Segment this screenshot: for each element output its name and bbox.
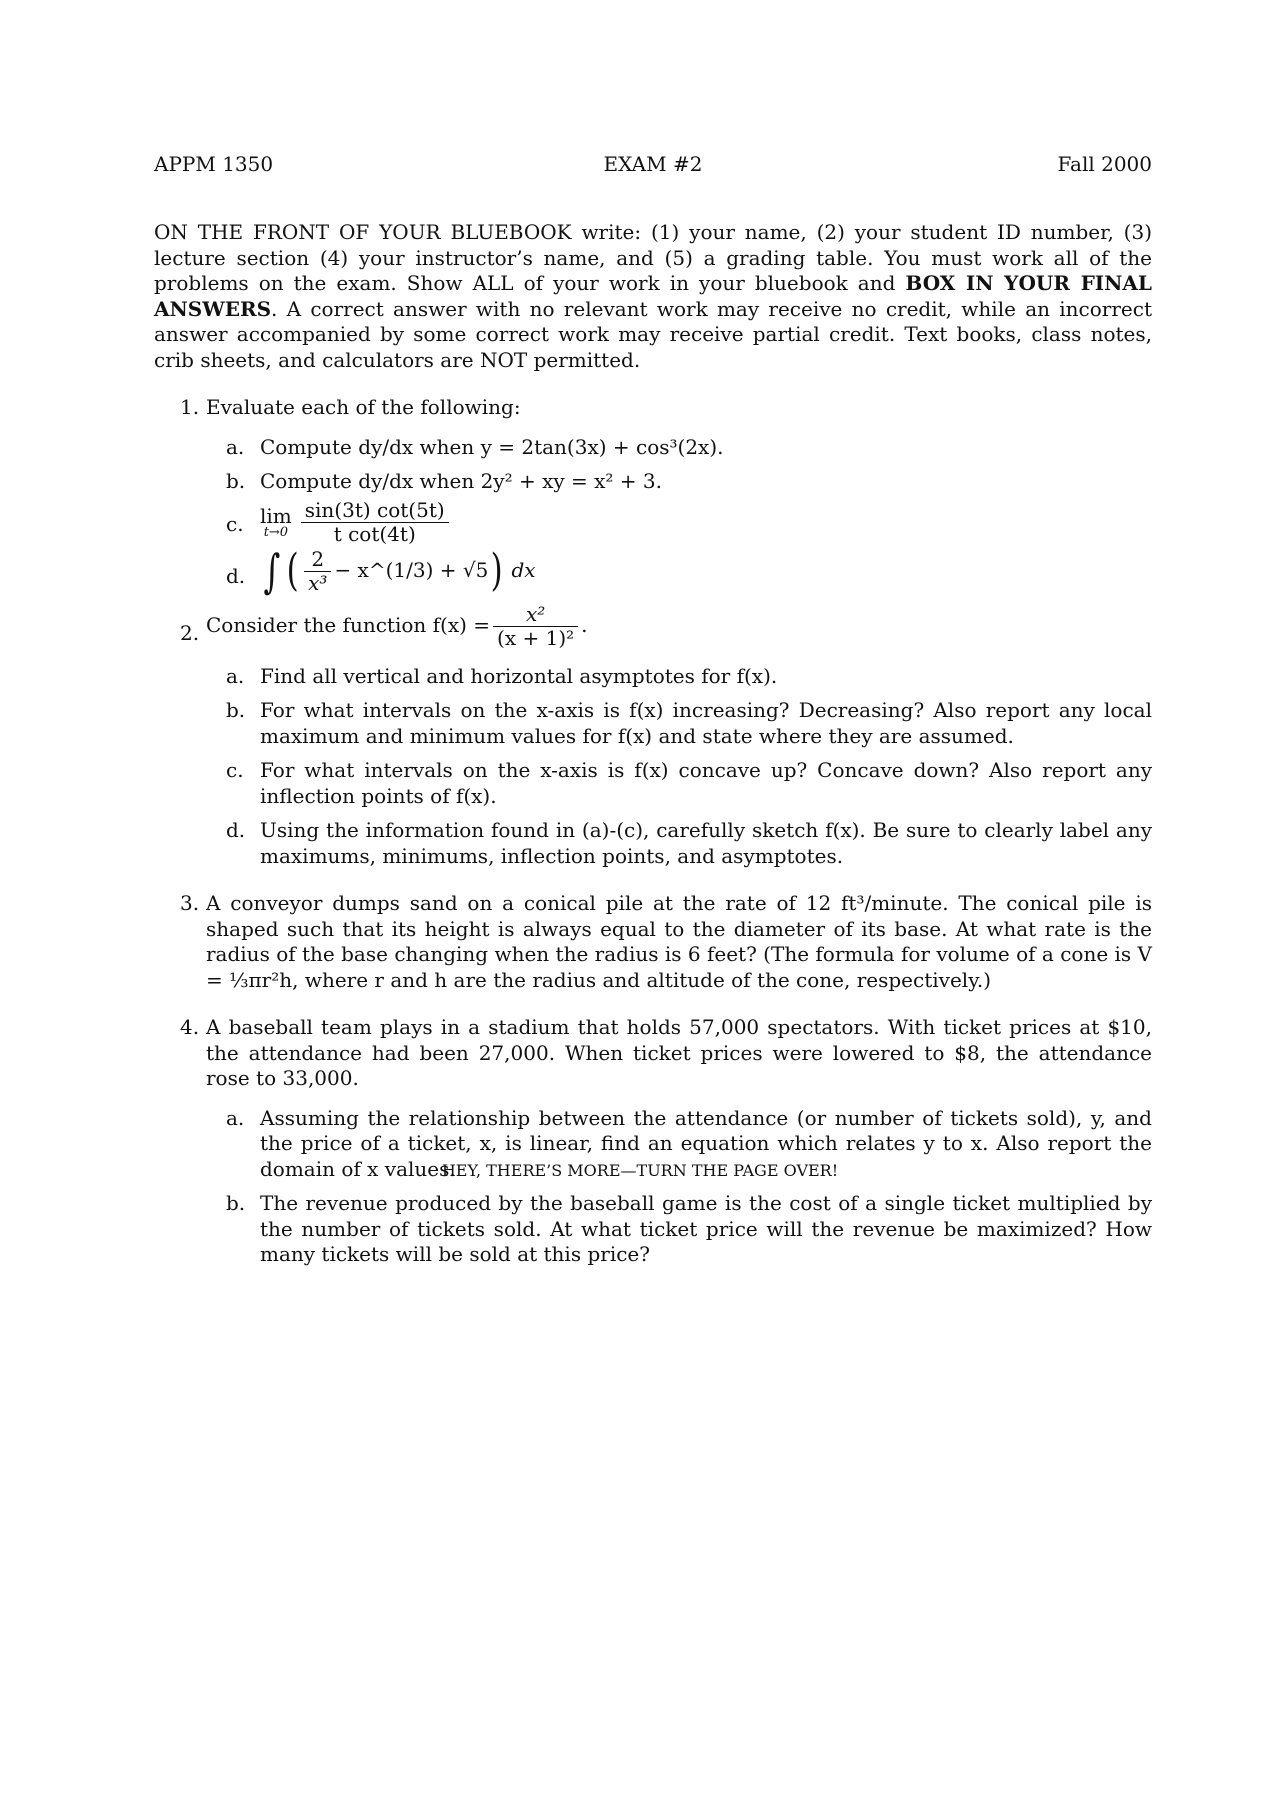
problem-1c: [154, 499, 1152, 546]
sub-text: The revenue produced by the baseball game is the cost of a single ticket multiplied by the number of tickets sold. At what ticket price will the revenue be maximized? How many tickets will be sold at this price?: [260, 1191, 1152, 1266]
fraction-numerator: 2: [311, 546, 325, 571]
instructions-text-b: . A correct answer with no relevant work may receive no credit, while an incorrect answer accompanied by some correct work may receive partial credit. Text books, class notes, crib sheets, and calculators are NOT permitted.: [154, 296, 1152, 372]
exam-title: EXAM #2: [603, 152, 703, 176]
problem-number: 1.: [180, 395, 200, 419]
limit-subscript: t→0: [263, 525, 289, 540]
left-paren: (: [286, 545, 299, 596]
limit-fraction: [301, 499, 449, 546]
differential: dx: [511, 558, 536, 583]
problem-1: [154, 395, 1152, 421]
problem-number: 3.: [180, 891, 200, 915]
problem-number: 4.: [180, 1015, 200, 1039]
problem-1d: [154, 544, 1152, 598]
fraction-denominator: x³: [304, 571, 331, 595]
function-definition: Consider the function f(x) = $\frac{\text{x²}}{\text{(x + 1)²}}$ .: [206, 601, 588, 650]
sub-text: Using the information found in (a)-(c), carefully sketch f(x). Be sure to clearly label any maximums, minimums, inflection points, and asymptotes.: [260, 818, 1152, 868]
sub-text: Compute dy/dx when 2y² + xy = x² + 3.: [260, 469, 662, 493]
sub-label: a.: [226, 1105, 245, 1130]
sub-label: a.: [226, 663, 245, 688]
instructions-text-a: ON THE FRONT OF YOUR BLUEBOOK write: (1) your name, (2) your student ID number, (3) lecture section (4) your instructor’s name, and (5) a grading table. You must work all of the problems on the exam. Show ALL of your work in your bluebook and: [154, 220, 1152, 295]
sub-label: b.: [226, 469, 246, 493]
course-code: APPM 1350: [154, 152, 274, 176]
term: Fall 2000: [1057, 152, 1152, 176]
problem-4: [154, 1015, 1152, 1092]
problem-number: 2.: [180, 620, 200, 645]
problem-2b: [154, 698, 1152, 749]
problem-text: Consider the function f(x) =: [206, 613, 491, 638]
sub-label: d.: [226, 563, 246, 588]
problem-2a: [154, 664, 1152, 690]
problem-2c: [154, 758, 1152, 809]
sub-text: Find all vertical and horizontal asymptotes for f(x).: [260, 663, 778, 688]
sub-label: c.: [226, 758, 244, 782]
sub-text: Assuming the relationship between the attendance (or number of tickets sold), y, and the price of a ticket, x, is linear, find an equation which relates y to x. Also report the domain of x values.: [260, 1105, 1152, 1181]
integrand-fraction: [304, 548, 331, 595]
limit-word: lim: [260, 504, 292, 528]
exam-page: [154, 152, 1152, 1268]
limit-expression: [260, 499, 452, 546]
instructions-bold: BOX IN YOUR FINAL ANSWERS: [154, 271, 1152, 321]
sub-label: b.: [226, 1191, 246, 1215]
sub-text: For what intervals on the x-axis is f(x) concave up? Concave down? Also report any inflection points of f(x).: [260, 758, 1152, 808]
limit-operator: [260, 505, 292, 539]
problem-3: [154, 891, 1152, 993]
problem-4b: [154, 1191, 1152, 1268]
sub-label: d.: [226, 818, 246, 842]
sub-text: For what intervals on the x-axis is f(x) increasing? Decreasing? Also report any local maximum and minimum values for f(x) and state where they are assumed.: [260, 698, 1152, 748]
problem-1a: [154, 435, 1152, 461]
fraction-numerator: sin(3t) cot(5t): [304, 497, 445, 522]
problem-text: A conveyor dumps sand on a conical pile at the rate of 12 ft³/minute. The conical pile is shaped such that its height is always equal to the diameter of its base. At what rate is the radius of the base changing when the radius is 6 feet? (The formula for volume of a cone is V = ⅓πr²h, where r and h are the radius and altitude of the cone, respectively.): [206, 891, 1152, 992]
fraction-denominator: (x + 1)²: [493, 626, 578, 650]
sub-label: c.: [226, 511, 244, 536]
integrand-rest: − x^(1/3) + √5: [334, 558, 489, 583]
turn-page-notice: HEY, THERE’S MORE—TURN THE PAGE OVER!: [441, 1161, 839, 1180]
sub-label: b.: [226, 698, 246, 722]
sub-text: Compute dy/dx when y = 2tan(3x) + cos³(2x).: [260, 434, 724, 459]
integral-expression: [260, 544, 536, 598]
function-fraction: [493, 603, 578, 650]
page-header: [154, 152, 1152, 178]
fraction-numerator: x²: [525, 601, 546, 626]
problem-2: [154, 603, 1152, 650]
problem-text: Evaluate each of the following:: [206, 395, 521, 419]
problem-1b: [154, 469, 1152, 495]
right-paren: ): [490, 545, 503, 596]
integral-sign: ∫: [263, 544, 281, 598]
problem-2d: [154, 818, 1152, 869]
sub-label: a.: [226, 434, 245, 459]
instructions-paragraph: [154, 220, 1152, 373]
fraction-denominator: t cot(4t): [301, 522, 449, 546]
problem-text: A baseball team plays in a stadium that holds 57,000 spectators. With ticket prices at $10, the attendance had been 27,000. When ticket prices were lowered to $8, the attendance rose to 33,000.: [206, 1015, 1152, 1090]
